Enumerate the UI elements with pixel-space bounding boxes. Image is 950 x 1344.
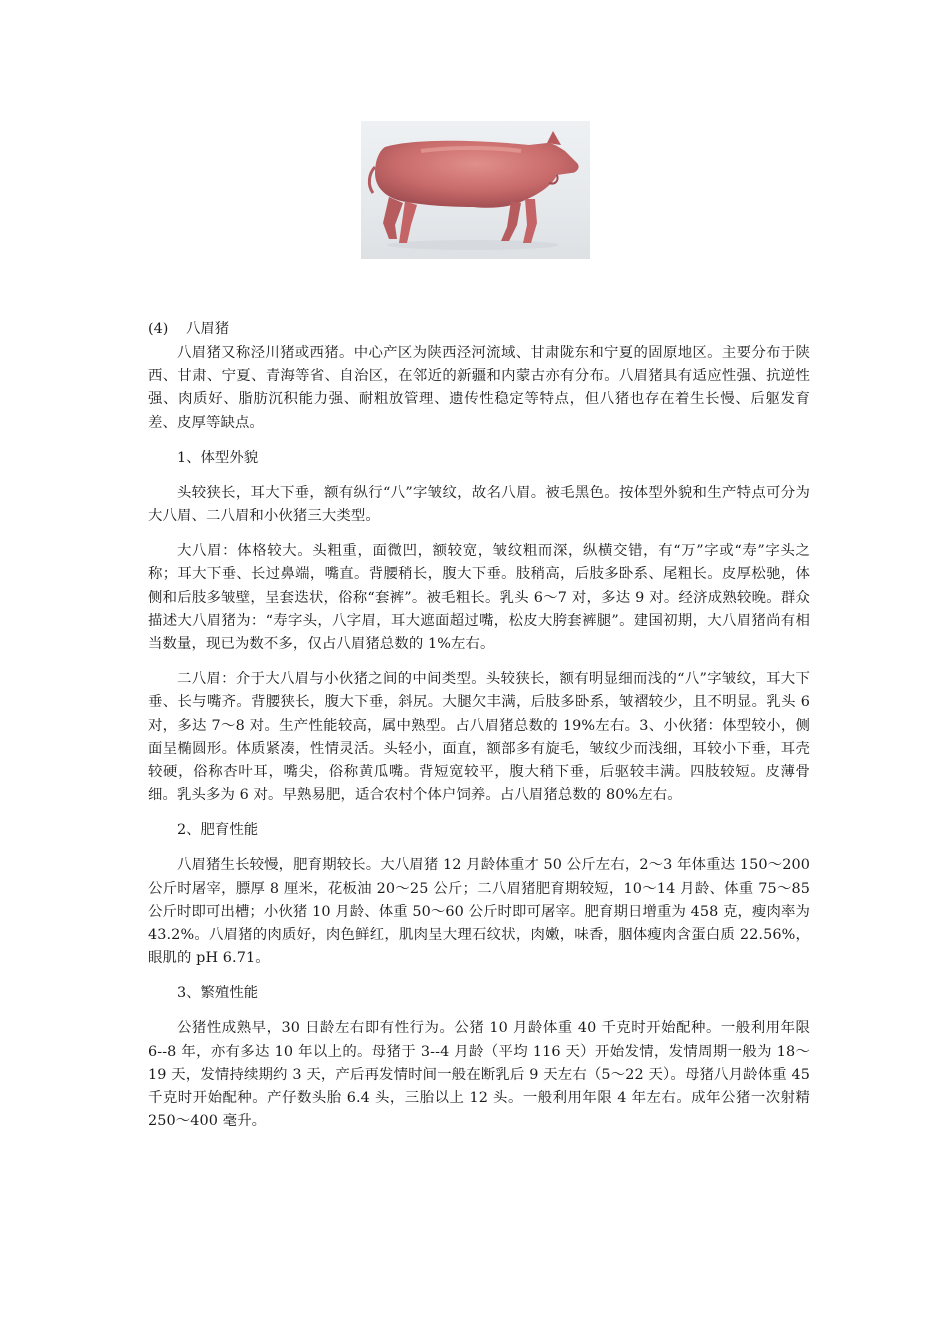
pig-photo-icon <box>361 121 590 259</box>
paragraph-reproduction: 公猪性成熟早，30 日龄左右即有性行为。公猪 10 月龄体重 40 千克时开始配种。一般利用年限 6--8 年，亦有多达 10 年以上的。母猪于 3--4 月龄（平均 116 天）开始发情，发情周期一般为 18～19 天，发情持续期约 3 天，产后再发情时间一般在断乳后 9 天左右（5～22 天）。母猪八月龄体重 45 千克时开始配种。产仔数头胎 6.4 头，三胎以上 12 头。一般利用年限 4 年左右。成年公猪一次射精 250～400 毫升。 <box>148 1020 810 1130</box>
intro-paragraph: 八眉猪又称泾川猪或西猪。中心产区为陕西泾河流域、甘肃陇东和宁夏的固原地区。主要分布于陕西、甘肃、宁夏、青海等省、自治区，在邻近的新疆和内蒙古亦有分布。八眉猪具有适应性强、抗逆性强、肉质好、脂肪沉积能力强、耐粗放管理、遗传性稳定等特点，但八猪也存在着生长慢、后躯发育差、皮厚等缺点。 <box>148 345 810 431</box>
paragraph-fattening: 八眉猪生长较慢，肥育期较长。大八眉猪 12 月龄体重才 50 公斤左右，2～3 年体重达 150～200 公斤时屠宰，膘厚 8 厘米，花板油 20～25 公斤；二八眉猪肥育期较短，10～14 月龄、体重 75～85 公斤时即可出槽；小伙猪 10 月龄、体重 50～60 公斤时即可屠宰。肥育期日增重为 458 克，瘦肉率为 43.2%。八眉猪的肉质好，肉色鲜红，肌肉呈大理石纹状，肉嫩，味香，胭体瘦肉含蛋白质 22.56%，眼肌的 pH 6.71。 <box>148 857 810 967</box>
section-heading <box>148 316 810 342</box>
paragraph-second-bamei: 二八眉：介于大八眉与小伙猪之间的中间类型。头较狭长，额有明显细而浅的“八”字皱纹，耳大下垂、长与嘴齐。背腰狭长，腹大下垂，斜尻。大腿欠丰满，后肢多卧系，皱褶较少，且不明显。乳头 6 对，多达 7～8 对。生产性能较高，属中熟型。占八眉猪总数的 19%左右。3、小伙猪：体型较小，侧面呈椭圆形。体质紧凑，性情灵活。头轻小，面直，额部多有旋毛，皱纹少而浅细，耳较小下垂，耳壳较硬，俗称杏叶耳，嘴尖，俗称黄瓜嘴。背短宽较平，腹大稍下垂，后驱较丰满。四肢较短。皮薄骨细。乳头多为 6 对。早熟易肥，适合农村个体户饲养。占八眉猪总数的 80%左右。 <box>148 671 810 804</box>
section-number: (4) <box>148 321 169 337</box>
subsection-title-fattening: 2、肥育性能 <box>177 822 259 839</box>
subsection-title-reproduction: 3、繁殖性能 <box>177 985 259 1002</box>
section-title: 八眉猪 <box>186 321 230 337</box>
subsection-title-appearance: 1、体型外貌 <box>177 449 259 466</box>
pig-photo <box>361 121 590 259</box>
paragraph-large-bamei: 大八眉：体格较大。头粗重，面微凹，额较宽，皱纹粗而深，纵横交错，有“万”字或“寿”字头之称；耳大下垂、长过鼻端，嘴直。背腰稍长，腹大下垂。肢稍高，后肢多卧系、尾粗长。皮厚松驰，体侧和后肢多皱壁，呈套迭状，俗称“套裤”。被毛粗长。乳头 6～7 对，多达 9 对。经济成熟较晚。群众描述大八眉猪为：“寿字头，八字眉，耳大遮面超过嘴，松皮大胯套裤腿”。建国初期，大八眉猪尚有相当数量，现已为数不多，仅占八眉猪总数的 1%左右。 <box>148 543 810 653</box>
article <box>148 316 810 1145</box>
paragraph-appearance-overview: 头较狭长，耳大下垂，额有纵行“八”字皱纹，故名八眉。被毛黑色。按体型外貌和生产特点可分为大八眉、二八眉和小伙猪三大类型。 <box>148 484 810 525</box>
